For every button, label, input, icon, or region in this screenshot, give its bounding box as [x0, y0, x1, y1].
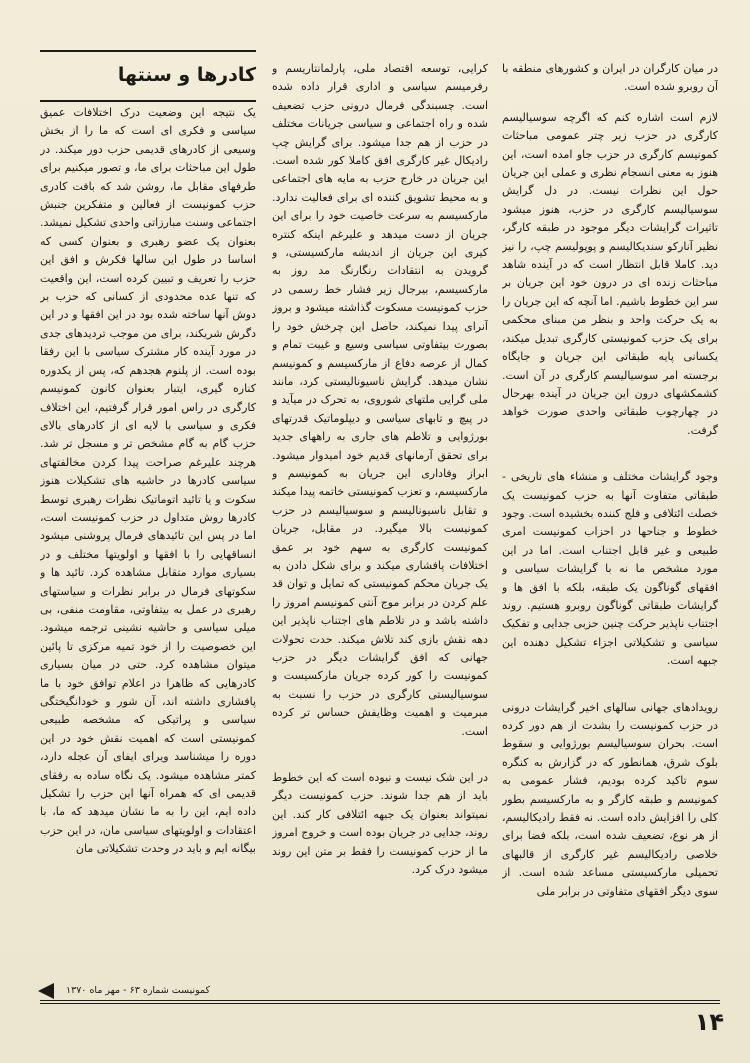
title-top-rule	[40, 50, 256, 52]
text-column-right	[502, 60, 718, 992]
paragraph: رویدادهای جهانی سالهای اخیر گرایشات درونی در حزب کمونیست را بشدت از هم دور کرده است. بحران سوسیالیسم بورژوایی و سقوط بلوک شرق، همانطور که در گزارش به کنگره سوم تاکید کرده بودیم، فشار عمومی به کمونیسم و طبقه کارگر و به مارکسیسم بطور کلی را افزایش داده است. نه فقط رادیکالیسم، از هر نوع، تضعیف شده است، بلکه فضا برای خلاصی رادیکالیسم غیر کارگری از قالبهای تحمیلی مارکسیستی مساعد شده است. از سوی دیگر افقهای متفاوتی در برابر ملی	[502, 700, 718, 898]
article-heading	[40, 60, 256, 102]
footer-rule-secondary	[40, 1003, 720, 1004]
paragraph: در میان کارگران در ایران و کشورهای منطقه با آن روبرو شده است.	[502, 62, 718, 94]
footer-rule	[40, 1000, 720, 1001]
page-number: ۱۴	[694, 1008, 724, 1036]
paragraph: کرایی، توسعه اقتصاد ملی، پارلمانتاریسم و رفرمیسم سیاسی و اداری قرار داده شده است. چسبندگی فرمال درونی حزب تضعیف شده و راه اجتماعی و سیاسی جریانات مختلف در حزب از هم جدا میشود. برای گرایش چپ رادیکال غیر کارگری افق کاملا کور شده است. این جریان در خارج حزب به مایه های اجتماعی و به محیط تشویق کننده ای برای فعالیت ندارد. مارکسیسم به سرعت خاصیت خود را برای این جریان از دست میدهد و علیرغم اینکه کنتره کیری این جریان از اندیشه مارکسیستی، و گرویدن به انتقادات رنگارنگ مد روز به مارکسیسم، بیرجال زیر فشار خط رسمی در حزب کمونیست مسکوت گذاشته میشود و بروز آنرای پیدا نمیکند، حاصل این چرخش خود را بصورت بیتفاوتی سیاسی وسیع و غیبت تمام و کمال از عرصه دفاع از مارکسیسم و کمونیسم نشان میدهد. گرایش ناسیونالیستی کرد، مانند ملی گرایی ملتهای شوروی، به تحرک در میآید و در پیچ و تابهای سیاسی و دیپلوماتیک قدرتهای بورژوایی و تلاطم های جاری به راههای جدید برای تحقق آرمانهای قدیم خود امیدوار میشود. ابراز وفاداری این جریان به کمونیسم و مارکسیسم، و تعزب کمونیستی خاتمه پیدا میکند و تقابل ناسیونالیسم و سوسیالیسم در حزب کمونیست بالا میگیرد. در مقابل، جریان کمونیست کارگری به سهم خود بر عمق اختلافات پافشاری میکند و برای شکل دادن به یک جریان محکم کمونیستی که تمایل و توان قد علم کردن در برابر موج آنتی کمونیسم امروز را داشته باشد و در تلاطم های اجتناب ناپذیر این دهه نقش بازی کند تلاش میکند. حدت تحولات جهانی که افق گرایشات دیگر در حزب کمونیست را کور کرده جریان مارکسیست و سوسیالیستی کارگری در حزب را نسبت به مبرمیت و اهمیت وظایفش حساس تر کرده است.	[272, 62, 488, 738]
text-column-left	[40, 104, 256, 974]
paragraph: یک نتیجه این وضعیت درک اختلافات عمیق سیاسی و فکری ای است که ما را از بخش وسیعی از کادرهای قدیمی حزب دور میکند. در طول این مباحثات برای ما، و تصور میکنیم برای طرفهای مقابل ما، روشن شد که بافت کادری حزب کمونیست از فعالین و متفکرین جنبش اجتماعی وسنت مبارزاتی واحدی تشکیل نمیشد. بعنوان یک عضو رهبری و بعنوان کسی که اساسا در طول این سالها فکرش و افق این حزب را تعریف و تبیین کرده است، این واقعیت که تنها عده محدودی از کسانی که حزب بر دوش آنها ساخته شده بود در این افقها و در این دگرش شریکند، برای من موجب تردیدهای جدی در مورد آینده کار مشترک سیاسی با این رفقا بوده است. از پلنوم هجدهم که، پس از یکدوره کناره گیری، ایتبار بعنوان کانون کمونیسم کارگری در راس امور قرار گرفتیم، این اختلاف فکری و سیاسی با لایه ای از کادرهای بالای حزب گام به گام مشخص تر و مسجل تر شد. هرچند علیرغم صراحت پیدا کردن مخالفتهای سیاسی کادرها در حاشیه های تشکیلات هنوز سکوت و یا تائید اتوماتیک نظرات رهبری توسط کادرها روش متداول در حزب کمونیست است، اما در پس این تائیدهای فرمال پروشنی میشود انساقهایی را با افقها و اولویتها مختلف و در بسیاری موارد متقابل مشاهده کرد. تائید ها و سکوتهای فرمال در برابر نظرات و سیاستهای رهبری در عمل به بیتفاوتی، مقاومت منفی، بی میلی سیاسی و حاشیه نشینی ترجمه میشود. این خصوصیت را از خود تمیه مرکزی تا پائین میتوان مشاهده کرد. حتی در میان بسیاری کادرهایی که ظاهرا در اعلام توافق خود با ما پافشاری داشته اند، آن شور و خودانگیختگی سیاسی و پراتیکی که مشخصه طبیعی کمونیستی است که اهمیت نقش خود در این دوره را میشناسد ویرای ایفای آن عجله دارد، کمتر مشاهده میشود. یک نگاه ساده به رفقای قدیمی ای که همراه آنها این حزب را تشکیل داده ایم، این را به ما نشان میدهد که ما، با اعتقادات و اولویتهای سیاسی مان، در این حزب بیگانه ایم و باید در وحدت تشکیلاتی مان	[40, 106, 256, 856]
paragraph: وجود گرایشات مختلف و منشاء های تاریخی - طبقاتی متفاوت آنها به حزب کمونیست یک خصلت ائتلافی و فلج کننده بخشیده است. وجود خطوط و جناحها در احزاب کمونیست امری طبیعی و غیر قابل اجتناب است. اما در این مورد مشخص ما نه با گرایشات سیاسی و افقهای گوناگون یک طبقه، بلکه با افق ها و گرایشات طبقاتی گوناگون روبرو هستیم. روند اجتناب ناپذیر حرکت چنین حزبی جدایی و تفکیک سیاسی و تشکیلاتی اجزاء تشکیل دهنده این جبهه است.	[502, 470, 718, 668]
continue-arrow-icon	[38, 983, 54, 999]
paragraph: در این شک نیست و نبوده است که این خطوط باید از هم جدا شوند. حزب کمونیست دیگر نمیتواند بعنوان یک جبهه ائتلافی کار کند. این روند، جدایی در جریان بوده است و خروج امروز ما از حزب کمونیست را فقط بر متن این روند میشود درک کرد.	[272, 771, 488, 877]
article-title: کادرها و سنتها	[117, 64, 256, 86]
text-column-middle	[272, 60, 488, 992]
publication-info: کمونیست شماره ۶۳ - مهر ماه ۱۳۷۰	[66, 985, 211, 996]
paragraph: لازم است اشاره کنم که اگرچه سوسیالیسم کارگری در حزب زیر چتر عمومی مباحثات کمونیسم کارگری در حزب جاو امده است، این هنوز به معنی انسجام نظری و عملی این جریان حول این نظرات نیست. در دل گرایش سوسیالیسم کارگری در حزب، هنوز میشود تاثیرات گرایشات دیگر موجود در طبقه کارگر، نظیر آنارکو سندیکالیسم و پوپولیسم چپ، را نیز دید. کاملا قابل انتظار است که در آینده شاهد مباحثات زنده ای در درون خود این جریان بر سر این خطوط باشیم. اما آنچه که این جریان را به یک حرکت واحد و بنظر من مبنای محکمی برای یک حزب کمونیستی کارگری تبدیل میکند، یکسانی پایه طبقاتی این جریان و جایگاه برجسته امر سوسیالیسم کارگری در آن است. کشمکشهای درون این جریان در آینده بهرحال در چهارچوب طبقاتی واحدی صورت خواهد گرفت.	[502, 110, 718, 437]
